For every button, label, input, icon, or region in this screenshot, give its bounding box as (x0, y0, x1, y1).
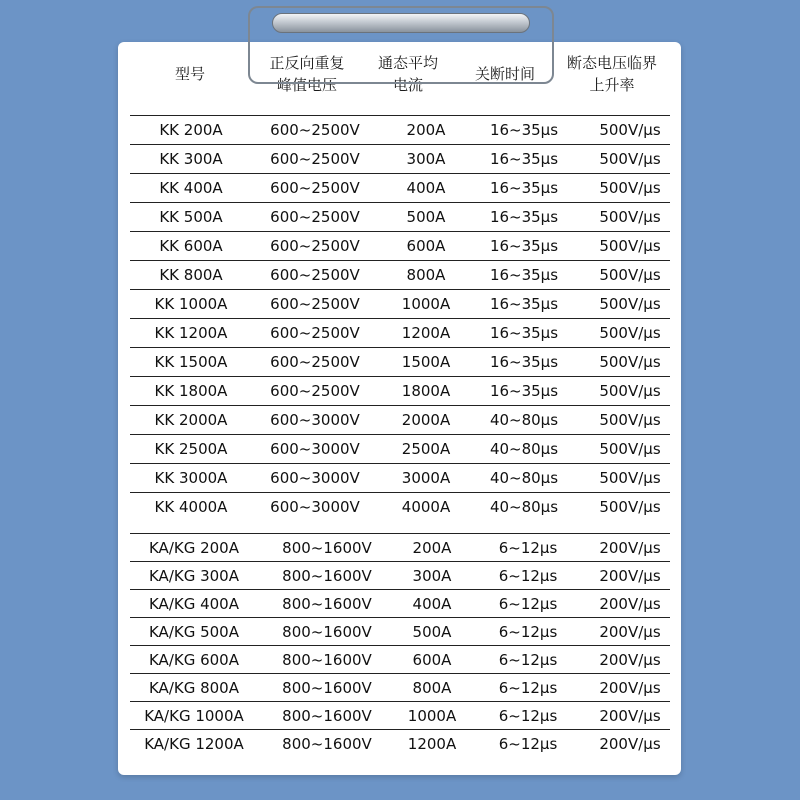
table-row (130, 702, 670, 731)
cell-current: 400A (412, 595, 452, 613)
cell-voltage: 600~2500V (270, 295, 360, 313)
header-dvdt-line1: 断态电压临界 (566, 54, 657, 72)
header-turnoff-time-label: 关断时间 (474, 65, 535, 83)
cell-voltage: 600~3000V (270, 498, 360, 516)
cell-voltage: 600~3000V (270, 469, 360, 487)
cell-time: 6~12μs (498, 707, 558, 725)
cell-voltage: 600~3000V (270, 411, 360, 429)
table-row (130, 377, 670, 406)
cell-time: 16~35μs (489, 121, 559, 139)
table-row (130, 174, 670, 203)
table-row (130, 590, 670, 619)
cell-current: 200A (406, 121, 446, 139)
cell-current: 1800A (401, 382, 451, 400)
table-row (130, 232, 670, 261)
cell-current: 1000A (407, 707, 457, 725)
cell-rate: 500V/μs (599, 266, 661, 284)
cell-rate: 500V/μs (599, 469, 661, 487)
cell-model: KK 400A (159, 179, 223, 197)
cell-current: 500A (406, 208, 446, 226)
table-row (130, 406, 670, 435)
cell-rate: 200V/μs (599, 707, 661, 725)
cell-model: KA/KG 500A (148, 623, 239, 641)
cell-current: 2500A (401, 440, 451, 458)
cell-voltage: 600~3000V (270, 440, 360, 458)
cell-time: 16~35μs (489, 237, 559, 255)
cell-current: 300A (406, 150, 446, 168)
cell-model: KA/KG 800A (148, 679, 239, 697)
cell-voltage: 600~2500V (270, 237, 360, 255)
cell-rate: 200V/μs (599, 651, 661, 669)
cell-current: 800A (412, 679, 452, 697)
cell-current: 600A (406, 237, 446, 255)
table-row (130, 534, 670, 563)
table-row (130, 116, 670, 145)
cell-time: 40~80μs (489, 440, 559, 458)
cell-voltage: 600~2500V (270, 179, 360, 197)
cell-voltage: 800~1600V (282, 707, 372, 725)
cell-voltage: 600~2500V (270, 208, 360, 226)
header-model-label: 型号 (174, 65, 205, 83)
cell-rate: 200V/μs (599, 539, 661, 557)
cell-voltage: 800~1600V (282, 567, 372, 585)
cell-rate: 500V/μs (599, 440, 661, 458)
cell-time: 16~35μs (489, 353, 559, 371)
cell-time: 6~12μs (498, 735, 558, 753)
cell-rate: 500V/μs (599, 121, 661, 139)
cell-time: 16~35μs (489, 382, 559, 400)
header-dvdt (550, 52, 674, 96)
header-model (150, 63, 230, 85)
cell-time: 6~12μs (498, 567, 558, 585)
cell-current: 2000A (401, 411, 451, 429)
table-row (130, 290, 670, 319)
cell-model: KK 300A (159, 150, 223, 168)
cell-current: 3000A (401, 469, 451, 487)
cell-model: KK 800A (159, 266, 223, 284)
cell-current: 300A (412, 567, 452, 585)
cell-time: 6~12μs (498, 595, 558, 613)
table-row (130, 562, 670, 591)
cell-rate: 500V/μs (599, 208, 661, 226)
cell-model: KK 3000A (154, 469, 228, 487)
cell-current: 500A (412, 623, 452, 641)
cell-model: KK 1500A (154, 353, 228, 371)
cell-time: 40~80μs (489, 498, 559, 516)
cell-time: 40~80μs (489, 411, 559, 429)
cell-model: KA/KG 200A (148, 539, 239, 557)
table-row (130, 435, 670, 464)
cell-time: 16~35μs (489, 150, 559, 168)
header-peak-voltage-line2: 峰值电压 (276, 76, 337, 94)
cell-time: 40~80μs (489, 469, 559, 487)
table-row (130, 464, 670, 493)
cell-rate: 500V/μs (599, 353, 661, 371)
cell-model: KK 1200A (154, 324, 228, 342)
cell-rate: 500V/μs (599, 295, 661, 313)
cell-model: KK 1800A (154, 382, 228, 400)
clipboard-clip-bar (272, 13, 530, 33)
header-avg-current-line2: 电流 (392, 76, 423, 94)
cell-voltage: 600~2500V (270, 150, 360, 168)
cell-model: KK 500A (159, 208, 223, 226)
cell-current: 1200A (401, 324, 451, 342)
cell-voltage: 800~1600V (282, 623, 372, 641)
cell-rate: 200V/μs (599, 735, 661, 753)
cell-current: 4000A (401, 498, 451, 516)
cell-current: 1000A (401, 295, 451, 313)
cell-model: KA/KG 300A (148, 567, 239, 585)
table-row (130, 674, 670, 703)
cell-time: 6~12μs (498, 679, 558, 697)
cell-model: KA/KG 1200A (144, 735, 244, 753)
cell-rate: 500V/μs (599, 179, 661, 197)
cell-model: KK 2500A (154, 440, 228, 458)
cell-rate: 500V/μs (599, 237, 661, 255)
cell-model: KA/KG 600A (148, 651, 239, 669)
table-row (130, 261, 670, 290)
cell-voltage: 800~1600V (282, 539, 372, 557)
cell-voltage: 800~1600V (282, 595, 372, 613)
cell-time: 16~35μs (489, 295, 559, 313)
cell-voltage: 600~2500V (270, 121, 360, 139)
cell-rate: 500V/μs (599, 411, 661, 429)
cell-time: 16~35μs (489, 208, 559, 226)
cell-rate: 500V/μs (599, 324, 661, 342)
cell-rate: 200V/μs (599, 679, 661, 697)
cell-model: KK 1000A (154, 295, 228, 313)
cell-model: KK 600A (159, 237, 223, 255)
cell-time: 6~12μs (498, 539, 558, 557)
cell-rate: 500V/μs (599, 498, 661, 516)
table-row (130, 646, 670, 675)
cell-time: 16~35μs (489, 266, 559, 284)
cell-voltage: 600~2500V (270, 353, 360, 371)
table-row (130, 145, 670, 174)
cell-current: 800A (406, 266, 446, 284)
cell-rate: 500V/μs (599, 150, 661, 168)
cell-model: KA/KG 400A (148, 595, 239, 613)
cell-rate: 500V/μs (599, 382, 661, 400)
table-row (130, 319, 670, 348)
table-row (130, 203, 670, 232)
cell-voltage: 800~1600V (282, 735, 372, 753)
cell-model: KK 4000A (154, 498, 228, 516)
cell-time: 16~35μs (489, 324, 559, 342)
cell-voltage: 800~1600V (282, 679, 372, 697)
cell-current: 1500A (401, 353, 451, 371)
table-row (130, 493, 670, 522)
cell-time: 16~35μs (489, 179, 559, 197)
cell-current: 1200A (407, 735, 457, 753)
header-dvdt-line2: 上升率 (589, 76, 635, 94)
cell-voltage: 600~2500V (270, 324, 360, 342)
header-peak-voltage-line1: 正反向重复 (269, 54, 345, 72)
cell-current: 400A (406, 179, 446, 197)
cell-time: 6~12μs (498, 651, 558, 669)
cell-current: 600A (412, 651, 452, 669)
cell-model: KA/KG 1000A (144, 707, 244, 725)
table-row (130, 730, 670, 759)
cell-current: 200A (412, 539, 452, 557)
cell-rate: 200V/μs (599, 595, 661, 613)
cell-rate: 200V/μs (599, 623, 661, 641)
cell-voltage: 600~2500V (270, 266, 360, 284)
table-row (130, 618, 670, 647)
header-avg-current-line1: 通态平均 (377, 54, 438, 72)
cell-model: KK 200A (159, 121, 223, 139)
cell-time: 6~12μs (498, 623, 558, 641)
cell-voltage: 800~1600V (282, 651, 372, 669)
cell-model: KK 2000A (154, 411, 228, 429)
cell-rate: 200V/μs (599, 567, 661, 585)
table-row (130, 348, 670, 377)
cell-voltage: 600~2500V (270, 382, 360, 400)
